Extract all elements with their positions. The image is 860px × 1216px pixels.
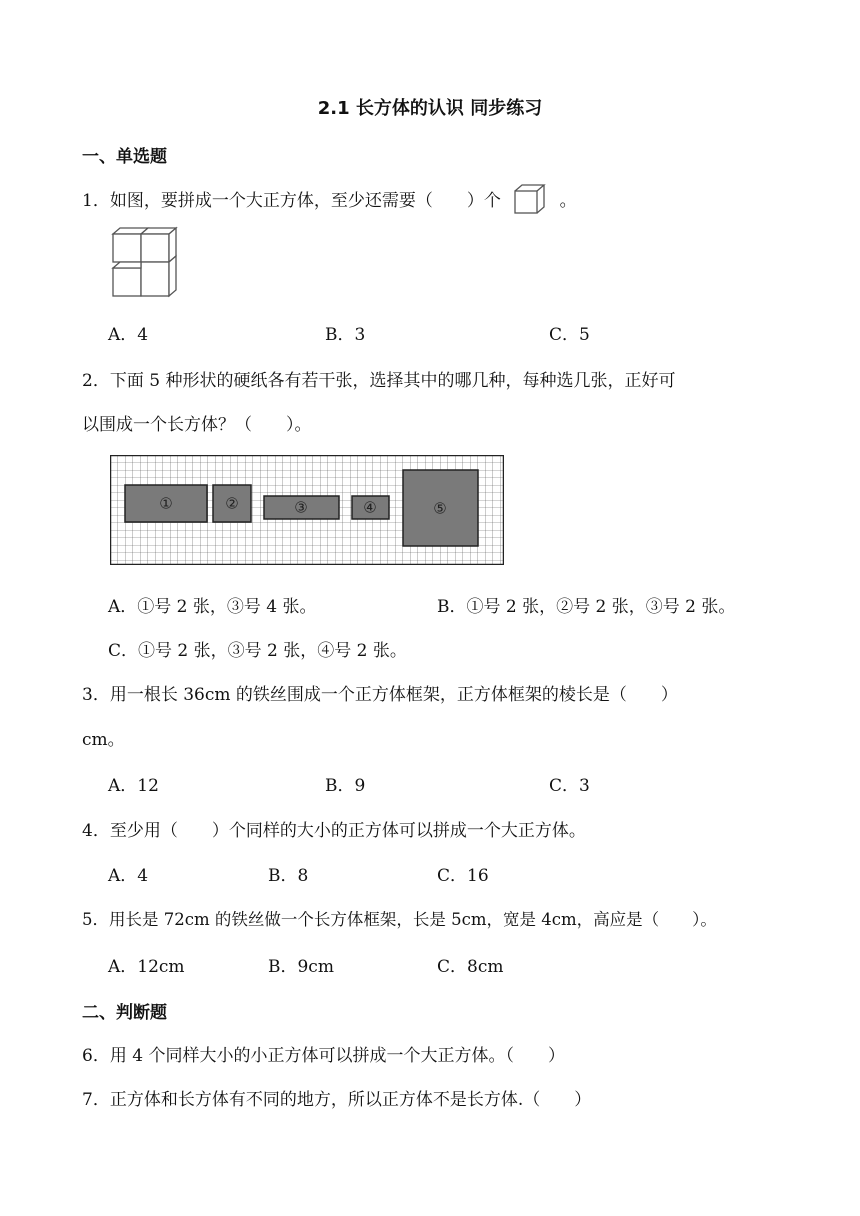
- question-1: [82, 182, 577, 221]
- q2-option-c: C．①号 2 张，③号 2 张，④号 2 张。: [108, 641, 407, 661]
- question-7: 7．正方体和长方体有不同的地方，所以正方体不是长方体.（ ）: [82, 1090, 592, 1110]
- question-1-text: 1．如图，要拼成一个大正方体，至少还需要（ ）个: [82, 191, 501, 211]
- shape-3-label: ③: [294, 498, 308, 517]
- question-3-line-1: 3．用一根长 36cm 的铁丝围成一个正方体框架，正方体框架的棱长是（ ）: [82, 685, 678, 705]
- question-5: 5．用长是 72cm 的铁丝做一个长方体框架，长是 5cm，宽是 4cm，高应是（ ）。: [82, 910, 717, 929]
- shape-2-label: ②: [225, 494, 239, 513]
- section-heading-true-false: 二、判断题: [82, 1003, 167, 1023]
- q5-option-c: C．8cm: [437, 957, 504, 977]
- page-title: 2.1 长方体的认识 同步练习: [317, 98, 543, 119]
- q1-option-b: B．3: [325, 325, 366, 345]
- question-2-line-1: 2．下面 5 种形状的硬纸各有若干张，选择其中的哪几种，每种选几张，正好可: [82, 371, 676, 391]
- shape-4-label: ④: [363, 498, 377, 517]
- stacked-cubes-figure: [108, 226, 182, 305]
- question-6: 6．用 4 个同样大小的小正方体可以拼成一个大正方体。（ ）: [82, 1046, 565, 1066]
- q3-option-a: A．12: [108, 776, 159, 796]
- q3-option-b: B．9: [325, 776, 366, 796]
- small-cube-icon: [512, 182, 548, 221]
- q2-option-a: A．①号 2 张，③号 4 张。: [108, 597, 317, 617]
- q4-option-a: A．4: [108, 866, 149, 886]
- grid-paper-shapes-figure: [110, 455, 504, 570]
- q5-option-b: B．9cm: [268, 957, 334, 977]
- question-2-line-2: 以围成一个长方体？（ ）。: [82, 415, 312, 435]
- q4-option-c: C．16: [437, 866, 489, 886]
- question-3-line-2: cm。: [82, 730, 125, 750]
- q2-option-b: B．①号 2 张，②号 2 张，③号 2 张。: [437, 597, 736, 617]
- question-4: 4．至少用（ ）个同样的大小的正方体可以拼成一个大正方体。: [82, 821, 586, 841]
- q4-option-b: B．8: [268, 866, 309, 886]
- q3-option-c: C．3: [549, 776, 590, 796]
- section-heading-single-choice: 一、单选题: [82, 147, 167, 167]
- shape-5-label: ⑤: [433, 499, 447, 518]
- q5-option-a: A．12cm: [108, 957, 185, 977]
- shape-1-label: ①: [159, 494, 173, 513]
- q1-option-a: A．4: [108, 325, 149, 345]
- q1-option-c: C．5: [549, 325, 590, 345]
- question-1-text-end: 。: [559, 191, 577, 211]
